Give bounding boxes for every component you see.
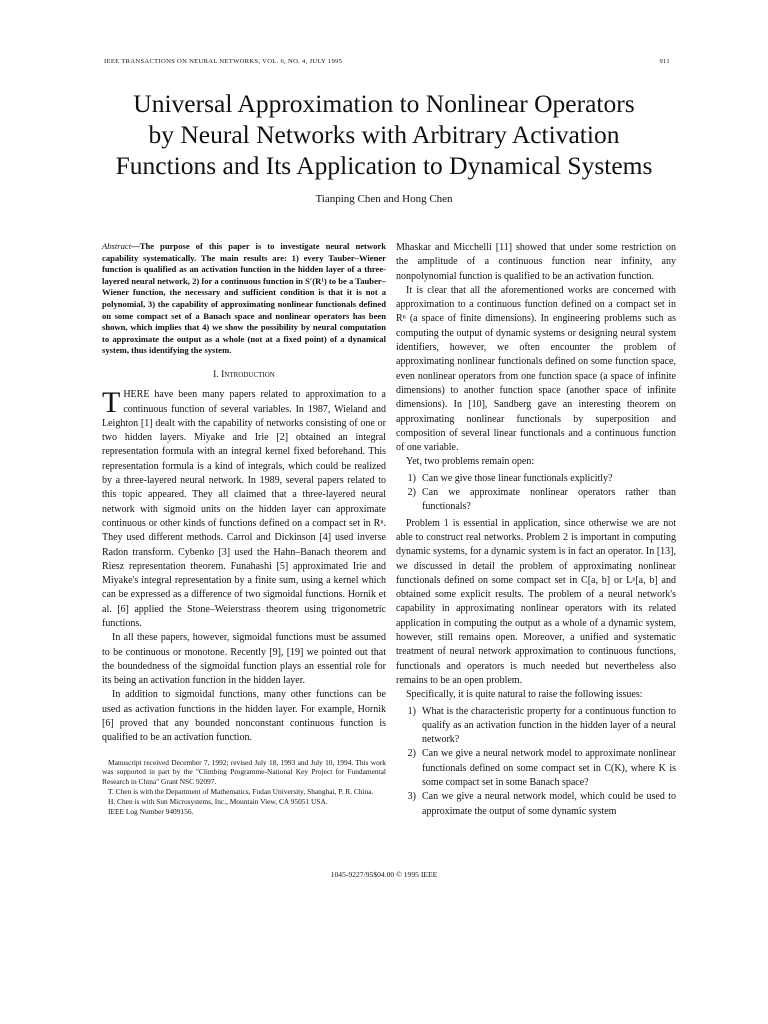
running-head: [104, 58, 670, 72]
open-problems-list: [396, 472, 676, 515]
copyright-footer: 1045-9227/95$04.00 © 1995 IEEE: [330, 870, 438, 879]
body-paragraph: Mhaskar and Micchelli [11] showed that under some restriction on the amplitude of a continuous function near infinity, any nonpolynomial function is qualified to be an activation function.: [396, 242, 676, 282]
abstract-label: Abstract: [102, 241, 132, 251]
abstract-text: —The purpose of this paper is to investigate neural network capability systematically. The main results are: 1) every Tauber–Wiener function is qualified as an activation function in the hidden layer of a three-layered neural network, 2) for a continuous function in S′(R¹) to be a Tauber–Wiener function, the necessary and sufficient condition is that it is not a polynomial, 3) the capability of approximating nonlinear functionals defined on some compact set of a Banach space and nonlinear operators has been shown, which implies that 4) we show the possibility by neural computation to approximate the output as a whole (not at a fixed point) of a dynamical system, thus identifying the system.: [102, 241, 386, 356]
footnote-block: [102, 758, 386, 817]
issues-list: [396, 705, 676, 819]
paper-title: [64, 88, 704, 181]
list-item-text: Can we approximate nonlinear operators rather than functionals?: [422, 487, 676, 513]
right-column: [396, 241, 676, 821]
title-line: by Neural Networks with Arbitrary Activation: [148, 120, 620, 149]
list-item-number: 1): [407, 705, 416, 717]
left-column: [102, 241, 386, 816]
body-paragraph: In all these papers, however, sigmoidal functions must be assumed to be continuous or monotone. Recently [9], [19] we pointed out that the boundedness of the sigmoidal function plays an essential role for its being an activation function in the hidden layer.: [102, 632, 386, 687]
list-item: [396, 790, 676, 819]
author-list: Tianping Chen and Hong Chen: [315, 193, 453, 205]
journal-name: IEEE TRANSACTIONS ON NEURAL NETWORKS, VOL. 6, NO. 4, JULY 1995: [104, 58, 343, 65]
footnote: Manuscript received December 7, 1992; revised July 18, 1993 and July 10, 1994. This work was supported in part by the "Climbing Programme-National Key Project for Fundamental Research in China" Grant NSC 92097.: [102, 757, 386, 787]
intro-paragraph-text: HERE have been many papers related to approximation to a continuous function of several variables. In 1987, Wieland and Leighton [1] dealt with the capability of networks consisting of one or two hidden layers. Miyake and Irie [2] obtained an integral representation formula with an integral kernel fixed beforehand. This representation formula is a kind of integrals, which could be realized by a three-layered neural network. In 1989, several papers related to this topic appeared. They all claimed that a three-layered neural network with sigmoid units on the hidden layer can approximate continuous or other kinds of functions defined on a compact set in Rⁿ. They used different methods. Carrol and Dickinson [4] used inverse Radon transform. Cybenko [3] used the Hahn–Banach theorem and Riesz representation theorem. Funahashi [5] approximated Irie and Miyake's integral representation by a finite sum, using a kernel which can be expressed as a difference of two sigmoidal functions. Hornik et al. [6] applied the Stone–Weierstrass theorem using trigonometric functions.: [102, 389, 386, 629]
list-item-number: 1): [407, 472, 416, 484]
body-paragraph: Yet, two problems remain open:: [406, 456, 535, 468]
list-item: [396, 705, 676, 748]
body-paragraph: Problem 1 is essential in application, since otherwise we are not able to construct real networks. Problem 2 is important in computing dynamic systems, for a dynamic system is in fact an operator. In [13], we discussed in detail the problem of approximating nonlinear functionals defined on some compact set in C[a, b] or Lᵖ[a, b] and obtained some explicit results. The problem of a neural network's capability in approximating nonlinear operators with its related application in computing the output as a whole of a dynamic system, however, still remains open. Moreover, a unified and systematic treatment of neural network approximation to continuous functions, functionals and operators is much needed but nevertheless also remains to be an open problem.: [396, 517, 676, 686]
drop-cap: T: [102, 386, 121, 420]
footnote: IEEE Log Number 9409156.: [108, 806, 194, 816]
list-item-number: 2): [407, 487, 416, 499]
section-heading: I. Introduction: [213, 368, 275, 380]
page-number: 911: [659, 58, 670, 65]
list-item-text: Can we give a neural network model to approximate nonlinear functionals defined on some compact set in C(K), where K is some compact set in some Banach space?: [422, 748, 676, 788]
list-item-number: 2): [407, 748, 416, 760]
list-item: [396, 486, 676, 515]
footnote: T. Chen is with the Department of Mathematics, Fudan University, Shanghai, P. R. China.: [108, 787, 374, 797]
list-item-text: Can we give a neural network model, which could be used to approximate the output of some dynamic system: [422, 791, 676, 817]
title-line: Functions and Its Application to Dynamical Systems: [115, 151, 653, 180]
body-paragraph: In addition to sigmoidal functions, many other functions can be used as activation functions in the hidden layer. For example, Hornik [6] proved that any bounded nonconstant continuous function is qualified to be an activation function.: [102, 689, 386, 744]
list-item: [396, 472, 676, 486]
body-paragraph: It is clear that all the aforementioned works are concerned with approximation to a continuous function defined on a compact set in Rⁿ (a space of finite dimensions). In engineering problems such as computing the output of dynamic systems or designing neural system identifiers, however, we often encounter the problem of approximating nonlinear functionals defined on some function space, even nonlinear operators from one function space (a space of infinite dimensions) to another function space (another space of infinite dimensions). In [10], Sandberg gave an interesting theorem on approximating nonlinear functionals by superposition and composition of several linear functionals and a continuous function of one variable.: [396, 284, 676, 454]
body-paragraph: Specifically, it is quite natural to raise the following issues:: [406, 689, 643, 701]
intro-paragraph: [102, 388, 386, 631]
list-item: [396, 747, 676, 790]
list-item-number: 3): [407, 791, 416, 803]
list-item-text: What is the characteristic property for a continuous function to qualify as an activation function in the hidden layer of a neural network?: [422, 705, 676, 746]
abstract: [102, 241, 386, 357]
list-item-text: Can we give those linear functionals explicitly?: [422, 472, 613, 484]
title-line: Universal Approximation to Nonlinear Operators: [133, 89, 635, 118]
footnote: H. Chen is with Sun Microsystems, Inc., Mountain View, CA 95051 USA.: [108, 796, 328, 806]
